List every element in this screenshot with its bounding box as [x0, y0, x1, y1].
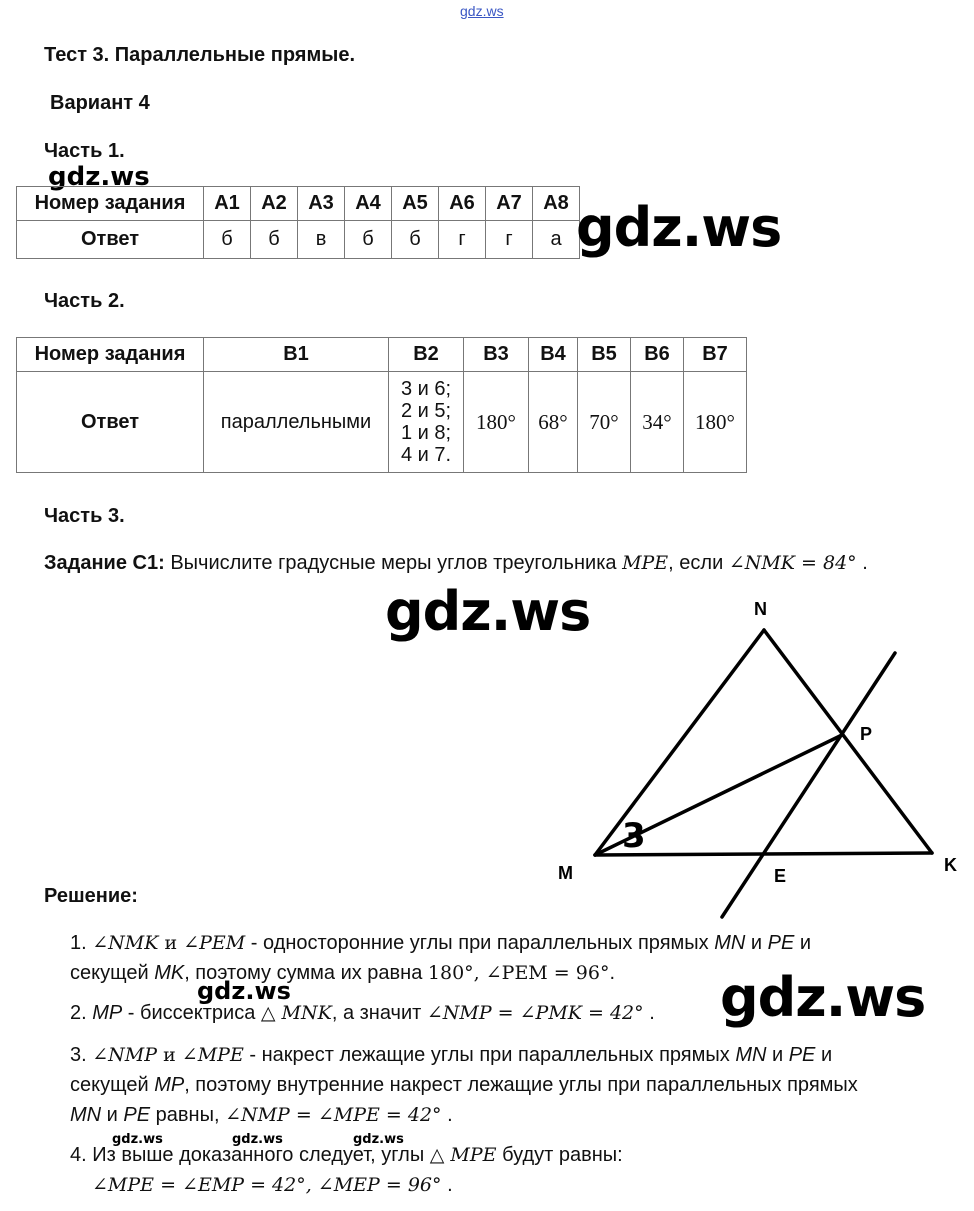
task-cell: B2 — [389, 338, 464, 372]
task-cell: A2 — [251, 187, 298, 221]
b2-line: 2 и 5; — [400, 400, 452, 422]
part2-heading: Часть 2. — [44, 290, 125, 312]
and: и — [157, 1044, 182, 1066]
task-if: , если — [668, 552, 724, 574]
label-m: M — [558, 863, 573, 883]
watermark-small-3: gdz.ws — [353, 1132, 404, 1147]
text: . — [609, 962, 616, 984]
task-cell: B5 — [578, 338, 631, 372]
step-num: 3. — [70, 1044, 93, 1066]
watermark-mid-1: gdz.ws — [48, 162, 150, 192]
label-k: K — [944, 855, 957, 875]
label-n: N — [754, 599, 767, 619]
math-triangle: △ MPE — [429, 1144, 497, 1166]
step-num: 2. — [70, 1002, 93, 1024]
line-name: MN — [714, 932, 746, 954]
text: равны, — [150, 1104, 226, 1126]
label-e: E — [774, 866, 787, 886]
and: и — [158, 932, 184, 954]
task-angle: ∠NMK = 84° — [728, 552, 857, 574]
task-cell: A8 — [533, 187, 580, 221]
angle-mark: 3 — [622, 816, 646, 856]
task-cell: A3 — [298, 187, 345, 221]
task-cell: A7 — [486, 187, 533, 221]
task-cell: A4 — [345, 187, 392, 221]
math-angle: ∠NMP — [92, 1044, 158, 1066]
part2-answer-label: Ответ — [17, 372, 204, 473]
task-text: Вычислите градусные меры углов треугольника — [170, 552, 617, 574]
text: 4. Из выше доказанного следует, углы — [70, 1144, 430, 1166]
solution-step-4 — [70, 1140, 623, 1200]
text: и — [815, 1044, 833, 1066]
text: , поэтому сумма их равна — [184, 962, 428, 984]
task-cell: A5 — [392, 187, 439, 221]
watermark-big-2: gdz.ws — [385, 580, 591, 643]
task-cell: B1 — [204, 338, 389, 372]
task-cell: B6 — [631, 338, 684, 372]
answer-cell: 68° — [529, 372, 578, 473]
task-end: . — [862, 552, 868, 574]
b2-line: 4 и 7. — [400, 444, 452, 466]
text: . — [643, 1002, 655, 1024]
part2-table — [16, 337, 747, 473]
line-name: MK — [154, 962, 185, 984]
text: и — [766, 1044, 789, 1066]
text: . — [441, 1104, 453, 1126]
task-cell: A1 — [204, 187, 251, 221]
text: секущей — [70, 1074, 155, 1096]
b2-line: 1 и 8; — [400, 422, 452, 444]
math-expr: ∠MPE = ∠EMP = 42°, ∠MEP = 96° — [92, 1174, 442, 1196]
answer-cell: б — [204, 221, 251, 259]
line-pe — [722, 653, 895, 917]
watermark-big-3: gdz.ws — [720, 966, 926, 1029]
line-name: PE — [123, 1104, 151, 1126]
task-label: Задание С1: — [44, 552, 165, 574]
text: секущей — [70, 962, 155, 984]
text: - односторонние углы при параллельных прямых — [245, 932, 715, 954]
line-name: PE — [788, 1044, 816, 1066]
task-cell: A6 — [439, 187, 486, 221]
test-title: Тест 3. Параллельные прямые. — [44, 44, 355, 66]
variant-heading: Вариант 4 — [50, 92, 150, 114]
text: будут равны: — [496, 1144, 623, 1166]
answer-cell: а — [533, 221, 580, 259]
math-angle: ∠PEM — [183, 932, 246, 954]
watermark-small-2: gdz.ws — [232, 1132, 283, 1147]
text: , поэтому внутренние накрест лежащие углы при параллельных прямых — [184, 1074, 858, 1096]
side-nk — [764, 630, 932, 853]
watermark-small-1: gdz.ws — [112, 1132, 163, 1147]
watermark-big-1: gdz.ws — [576, 196, 782, 259]
text: - накрест лежащие углы при параллельных прямых — [243, 1044, 736, 1066]
task-cell: B4 — [529, 338, 578, 372]
step-num: 1. — [70, 932, 93, 954]
watermark-top[interactable]: gdz.ws — [460, 3, 504, 19]
line-name: MP — [154, 1074, 185, 1096]
math-expr: ∠NMP = ∠MPE = 42° — [225, 1104, 442, 1126]
task-c1 — [44, 552, 868, 575]
label-p: P — [860, 724, 873, 744]
answer-cell: б — [392, 221, 439, 259]
triangle-figure — [558, 595, 970, 925]
answer-cell-b2 — [389, 372, 464, 473]
line-name: MN — [735, 1044, 767, 1066]
text: и — [794, 932, 812, 954]
answer-cell: 70° — [578, 372, 631, 473]
task-cell: B7 — [684, 338, 747, 372]
watermark-mid-2: gdz.ws — [197, 977, 291, 1005]
part1-table — [16, 186, 580, 259]
text: . — [441, 1174, 453, 1196]
solution-step-3 — [70, 1040, 960, 1130]
answer-cell: 34° — [631, 372, 684, 473]
math-triangle: △ MNK — [260, 1002, 332, 1024]
text: и — [745, 932, 768, 954]
math-angle: ∠MPE — [181, 1044, 244, 1066]
b2-line: 3 и 6; — [400, 378, 452, 400]
task-triangle: MPE — [622, 552, 669, 574]
side-mn — [595, 630, 764, 855]
line-name: MN — [70, 1104, 102, 1126]
text: - биссектриса — [122, 1002, 261, 1024]
part1-header-label: Номер задания — [17, 187, 204, 221]
solution-heading: Решение: — [44, 885, 138, 907]
answer-cell-b1: параллельными — [204, 372, 389, 473]
text: , а значит — [331, 1002, 427, 1024]
math-expr: 180°, ∠PEM = 96° — [427, 962, 610, 984]
answer-cell: б — [345, 221, 392, 259]
part2-header-label: Номер задания — [17, 338, 204, 372]
answer-cell: 180° — [684, 372, 747, 473]
answer-cell: б — [251, 221, 298, 259]
line-name: PE — [767, 932, 795, 954]
part1-answer-label: Ответ — [17, 221, 204, 259]
task-cell: B3 — [464, 338, 529, 372]
part3-heading: Часть 3. — [44, 505, 125, 527]
answer-cell: в — [298, 221, 345, 259]
answer-cell: г — [439, 221, 486, 259]
solution-step-2 — [70, 998, 655, 1028]
math-angle: ∠NMK — [92, 932, 159, 954]
line-name: MP — [92, 1002, 123, 1024]
answer-cell: г — [486, 221, 533, 259]
text: и — [101, 1104, 124, 1126]
math-expr: ∠NMP = ∠PMK = 42° — [426, 1002, 644, 1024]
part1-heading: Часть 1. — [44, 140, 125, 162]
answer-cell: 180° — [464, 372, 529, 473]
